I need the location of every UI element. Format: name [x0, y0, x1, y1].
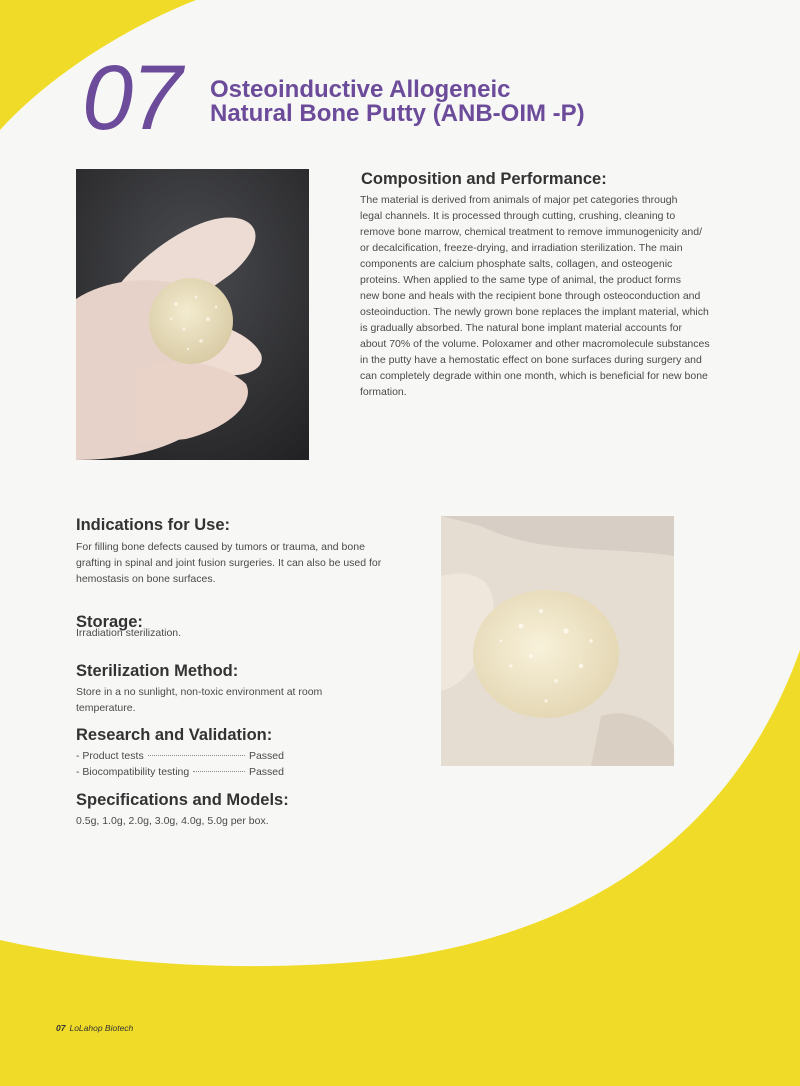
- section-number: 07: [82, 47, 181, 149]
- page-title: [210, 78, 690, 126]
- research-label: - Product tests: [76, 750, 144, 762]
- footer-company: LoLahop Biotech: [69, 1023, 134, 1033]
- research-row-product-tests: [76, 748, 284, 764]
- sterilization-text: [76, 684, 376, 716]
- composition-heading: Composition and Performance:: [361, 170, 607, 188]
- research-value: Passed: [248, 766, 284, 778]
- text-line: in the putty have a hemostatic effect on bone surfaces during surgery and: [360, 354, 702, 366]
- text-line: The material is derived from animals of major pet categories through: [360, 194, 678, 206]
- indications-text: [76, 539, 406, 587]
- footer-page-number: 07: [56, 1023, 66, 1033]
- text-line: about 70% of the volume. Poloxamer and other macromolecule substances: [360, 338, 710, 350]
- storage-heading: Storage:: [76, 613, 143, 631]
- text-line: can completely degrade within one month, which is beneficial for new bone: [360, 370, 708, 382]
- text-line: new bone and heals with the recipient bone through osteoconduction and: [360, 290, 701, 302]
- research-list: [76, 748, 284, 780]
- text-line: For filling bone defects caused by tumors or trauma, and bone: [76, 541, 365, 553]
- specifications-heading: Specifications and Models:: [76, 791, 289, 809]
- text-line: components are calcium phosphate salts, collagen, and osteogenic: [360, 258, 673, 270]
- text-line: formation.: [360, 386, 407, 398]
- research-row-biocompatibility: [76, 764, 284, 780]
- dotted-leader: [148, 755, 245, 756]
- text-line: proteins. When applied to the same type of animal, the product forms: [360, 274, 682, 286]
- sterilization-heading: Sterilization Method:: [76, 662, 239, 680]
- text-line: is gradually absorbed. The natural bone implant material accounts for: [360, 322, 682, 334]
- text-line: osteoinduction. The newly grown bone replaces the implant material, which: [360, 306, 709, 318]
- footer: [56, 1023, 133, 1033]
- product-photo-closeup: [441, 516, 674, 766]
- specifications-text: 0.5g, 1.0g, 2.0g, 3.0g, 4.0g, 5.0g per box.: [76, 815, 269, 827]
- text-line: legal channels. It is processed through cutting, crushing, cleaning to: [360, 210, 676, 222]
- title-line-2: Natural Bone Putty (ANB-OIM -P): [210, 100, 585, 127]
- research-heading: Research and Validation:: [76, 726, 273, 744]
- composition-text: [360, 192, 725, 400]
- title-line-1: Osteoinductive Allogeneic: [210, 76, 511, 103]
- text-line: Store in a no sunlight, non-toxic environment at room: [76, 686, 323, 698]
- text-line: remove bone marrow, chemical treatment to remove immunogenicity and/: [360, 226, 702, 238]
- research-value: Passed: [248, 750, 284, 762]
- dotted-leader: [193, 771, 245, 772]
- text-line: or decalcification, freeze-drying, and irradiation sterilization. The main: [360, 242, 683, 254]
- research-label: - Biocompatibility testing: [76, 766, 190, 778]
- storage-text: Irradiation sterilization.: [76, 627, 182, 639]
- indications-heading: Indications for Use:: [76, 516, 231, 534]
- text-line: temperature.: [76, 702, 136, 714]
- text-line: hemostasis on bone surfaces.: [76, 573, 216, 585]
- text-line: grafting in spinal and joint fusion surgeries. It can also be used for: [76, 557, 382, 569]
- product-photo-hand: [76, 169, 309, 460]
